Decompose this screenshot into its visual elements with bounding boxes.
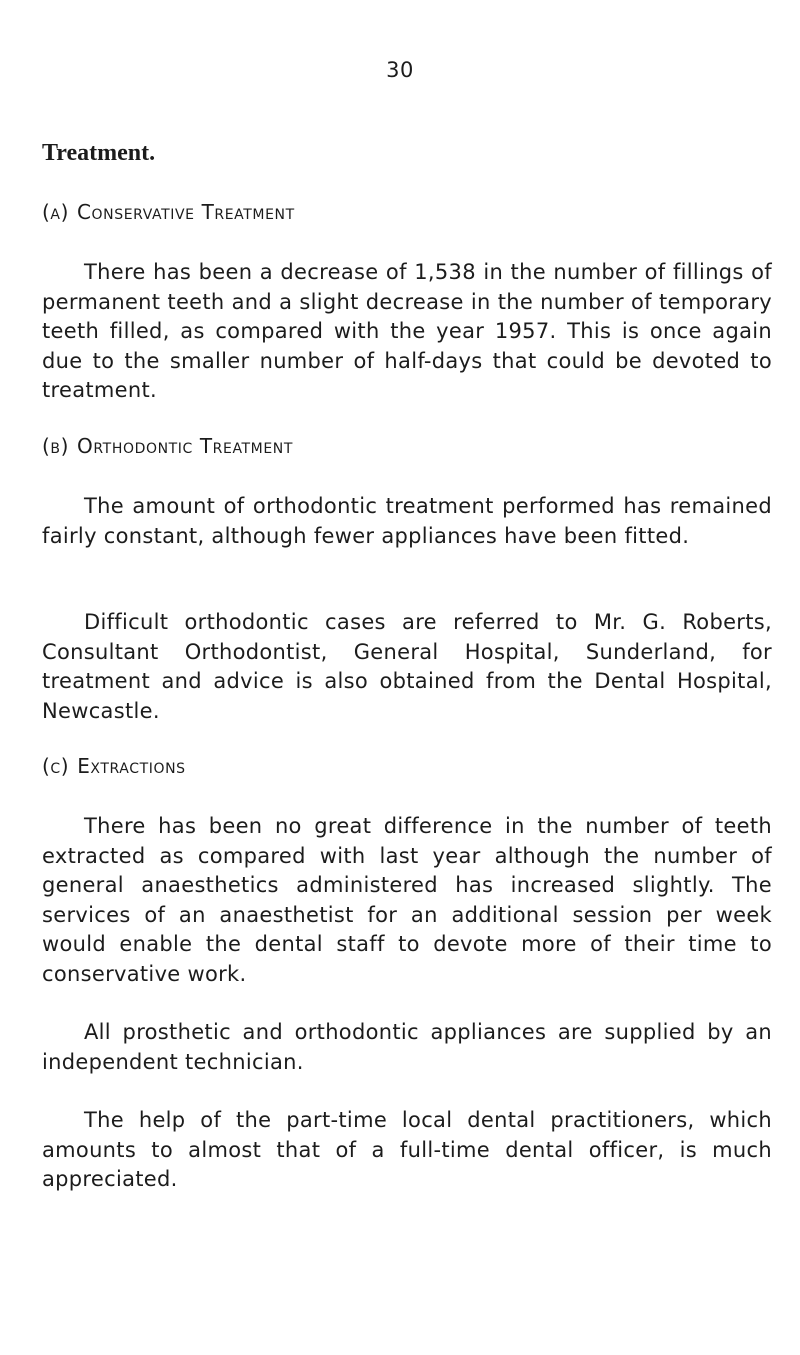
paragraph: There has been no great difference in the number of teeth extracted as compared with last year although the number of general anaesthetics administered has increased slightly. The services of an anaesthetist for an additional session per week would enable the dental staff to devote more of their time to conservative work. [42, 814, 772, 986]
section-extractions-body-3 [42, 1106, 772, 1195]
section-letter: (a) [42, 200, 69, 224]
section-extractions [42, 754, 772, 778]
section-extractions-body-2 [42, 1018, 772, 1077]
paragraph: There has been a decrease of 1,538 in the number of fillings of permanent teeth and a slight decrease in the number of temporary teeth filled, as compared with the year 1957. This is once again due to the smaller number of half-days that could be devoted to treatment. [42, 260, 772, 402]
section-conservative-body [42, 258, 772, 406]
section-letter: (c) [42, 754, 70, 778]
section-orthodontic-body-2 [42, 608, 772, 726]
section-title: Orthodontic Treatment [77, 434, 294, 458]
section-letter: (b) [42, 434, 70, 458]
section-conservative-treatment [42, 200, 772, 224]
paragraph: The help of the part-time local dental practitioners, which amounts to almost that of a full-time dental officer, is much appreciated. [42, 1108, 772, 1191]
section-orthodontic-body-1 [42, 492, 772, 551]
page-number: 30 [386, 58, 414, 82]
section-orthodontic-treatment [42, 434, 772, 458]
section-title: Extractions [77, 754, 186, 778]
section-title: Conservative Treatment [76, 200, 295, 224]
section-extractions-body-1 [42, 812, 772, 989]
section-heading [42, 200, 772, 224]
section-heading [42, 754, 772, 778]
paragraph: Difficult orthodontic cases are referred to Mr. G. Roberts, Consultant Orthodontist, General Hospital, Sunderland, for treatment and advice is also obtained from the Dental Hospital, Newcastle. [42, 610, 772, 723]
page-title: Treatment. [42, 140, 156, 166]
section-heading [42, 434, 772, 458]
paragraph: All prosthetic and orthodontic appliances are supplied by an independent technician. [42, 1020, 772, 1074]
paragraph: The amount of orthodontic treatment performed has remained fairly constant, although fewer appliances have been fitted. [42, 494, 772, 548]
